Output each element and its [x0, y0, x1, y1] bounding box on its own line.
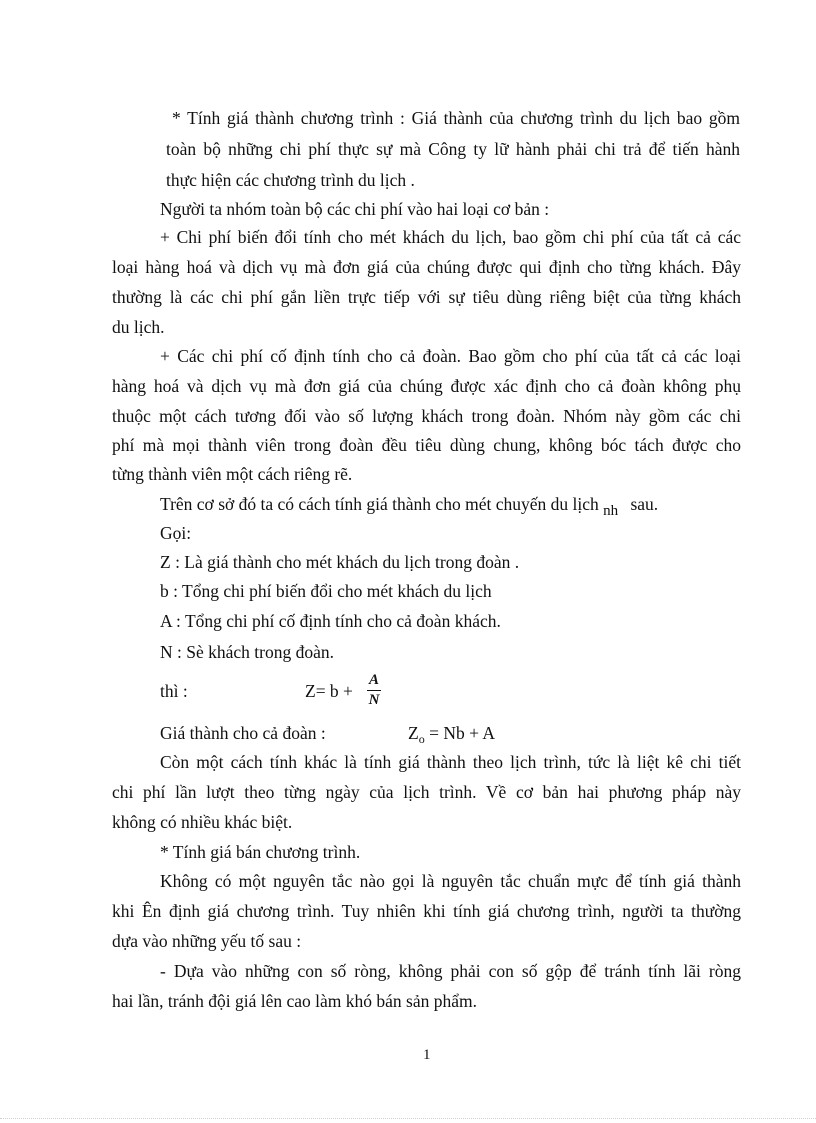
formula-zo-base: Z	[408, 723, 419, 743]
text-line: hàng hoá và dịch vụ mà đơn giá của chúng được xác định cho cả đoàn không phụ	[112, 376, 741, 396]
text-line: - Dựa vào những con số ròng, không phải con số gộp để tránh tính lãi ròng	[160, 961, 741, 981]
text-line: Z : Là giá thành cho mét khách du lịch trong đoàn .	[160, 552, 520, 572]
text-line: không có nhiều khác biệt.	[112, 812, 293, 832]
text-line: chi phí lần lượt theo từng ngày của lịch trình. Về cơ bản hai phương pháp này	[112, 782, 741, 802]
formula-total-cost	[408, 722, 495, 746]
text-line: thường là các chi phí gắn liền trực tiếp với sự tiêu dùng riêng biệt của từng khách	[112, 287, 741, 307]
formula-zo-subscript: o	[418, 732, 425, 746]
text-line: * Tính giá bán chương trình.	[160, 842, 361, 862]
text-line: khi Ên định giá chương trình. Tuy nhiên khi tính giá chương trình, người ta thường	[112, 901, 741, 921]
text-line: loại hàng hoá và dịch vụ mà đơn giá của chúng được qui định cho từng khách. Đây	[112, 257, 741, 277]
text-line: hai lần, tránh đội giá lên cao làm khó bán sản phẩm.	[112, 991, 477, 1011]
text-line: từng thành viên một cách riêng rẽ.	[112, 464, 353, 484]
text-line: A : Tổng chi phí cố định tính cho cả đoàn khách.	[160, 611, 501, 631]
text-line: thuộc một cách tương đối vào số lượng khách trong đoàn. Nhóm này gồm các chi	[112, 406, 741, 426]
text-line: Không có một nguyên tắc nào gọi là nguyên tắc chuẩn mực để tính giá thành	[160, 871, 741, 891]
text-line: toàn bộ những chi phí thực sự mà Công ty lữ hành phải chi trả để tiến hành	[166, 139, 740, 159]
text-line: + Chi phí biến đổi tính cho mét khách du lịch, bao gồm chi phí của tất cả các	[160, 227, 741, 247]
text-line: dựa vào những yếu tố sau :	[112, 931, 302, 951]
text-line	[160, 493, 658, 517]
formula-zo-rhs: = Nb + A	[429, 723, 496, 743]
fraction-numerator: A	[368, 672, 379, 688]
text-line: phí mà mọi thành viên trong đoàn đều tiêu dùng chung, không bóc tách được cho	[112, 435, 741, 455]
formula-z-lhs: Z= b +	[305, 681, 353, 701]
text-line: Còn một cách tính khác là tính giá thành theo lịch trình, tức là liệt kê chi tiết	[160, 752, 741, 772]
page-number: 1	[423, 1047, 431, 1063]
text-line: * Tính giá thành chương trình : Giá thành của chương trình du lịch bao gồm	[172, 108, 740, 128]
text-line: du lịch.	[112, 317, 165, 337]
text-segment: sau.	[630, 494, 659, 514]
text-line: b : Tổng chi phí biến đổi cho mét khách du lịch	[160, 581, 492, 601]
text-line: thì :	[160, 681, 188, 701]
text-line: thực hiện các chương trình du lịch .	[166, 170, 415, 190]
text-segment: Trên cơ sở đó ta có cách tính giá thành cho mét chuyến du lịch	[160, 494, 599, 514]
fraction-bar	[367, 690, 381, 691]
text-line: Người ta nhóm toàn bộ các chi phí vào hai loại cơ bản :	[160, 199, 550, 219]
text-line: N : Sè khách trong đoàn.	[160, 642, 334, 662]
text-line: Gọi:	[160, 523, 192, 543]
text-line: Giá thành cho cả đoàn :	[160, 723, 326, 743]
text-segment: nh	[603, 503, 619, 519]
text-line: + Các chi phí cố định tính cho cả đoàn. Bao gồm cho phí của tất cả các loại	[160, 346, 741, 366]
fraction-denominator: N	[368, 692, 380, 708]
page-edge-divider	[0, 1118, 816, 1119]
formula-fraction	[364, 672, 384, 712]
